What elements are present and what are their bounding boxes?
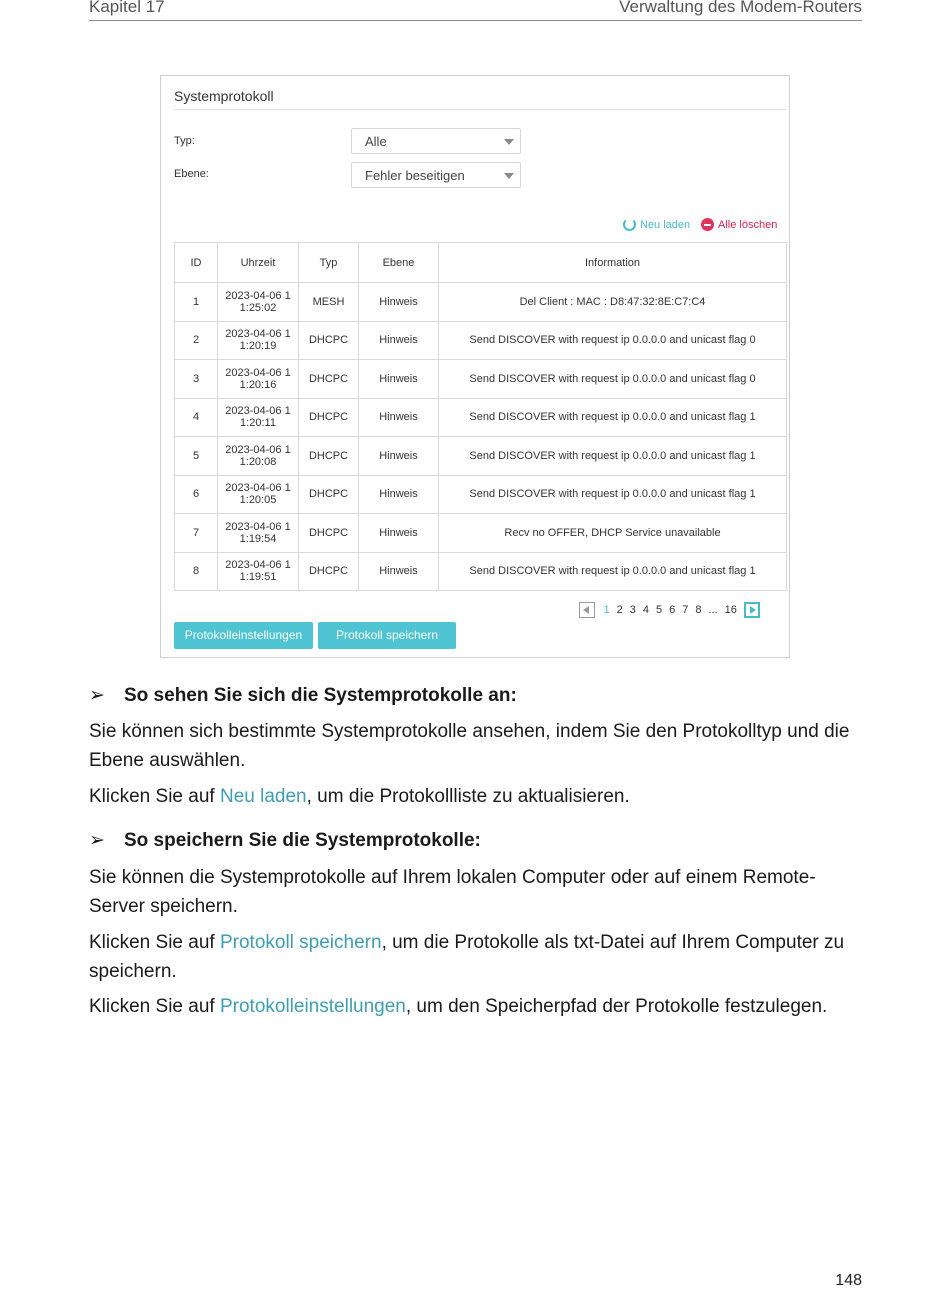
table-row — [175, 475, 787, 514]
clear-all-label: Alle löschen — [718, 219, 778, 231]
cell-level: Hinweis — [359, 552, 439, 591]
heading-save-text: So speichern Sie die Systemprotokolle: — [124, 830, 481, 851]
cell-time: 2023-04-06 1 1:20:16 — [218, 360, 299, 399]
page-link-5[interactable]: 5 — [656, 604, 663, 616]
cell-type: MESH — [299, 283, 359, 322]
save-log-reference: Protokoll speichern — [219, 932, 382, 953]
column-header-id: ID — [175, 243, 218, 283]
section-heading-view — [89, 681, 864, 710]
page-number: 148 — [835, 1272, 862, 1289]
page-link-3[interactable]: 3 — [629, 604, 636, 616]
reload-button[interactable] — [623, 217, 690, 233]
cell-type: DHCPC — [299, 398, 359, 437]
title-divider — [174, 109, 787, 110]
cell-information: Recv no OFFER, DHCP Service unavailable — [439, 514, 787, 553]
cell-id: 6 — [175, 475, 218, 514]
table-row — [175, 552, 787, 591]
level-select-value: Fehler beseitigen — [365, 168, 465, 183]
paragraph-text: , um die Protokolle als txt-Datei auf Ihrem Computer zu speichern. — [89, 932, 845, 982]
cell-type: DHCPC — [299, 360, 359, 399]
cell-id: 5 — [175, 437, 218, 476]
paragraph-text: , um den Speicherpfad der Protokolle festzulegen. — [405, 996, 828, 1017]
section-heading-save — [89, 826, 864, 855]
minus-circle-icon — [701, 218, 714, 231]
page-link-4[interactable]: 4 — [642, 604, 649, 616]
system-log-panel — [160, 75, 790, 658]
cell-time: 2023-04-06 1 1:20:19 — [218, 321, 299, 360]
paragraph-text: Klicken Sie auf — [89, 932, 220, 953]
cell-time: 2023-04-06 1 1:20:05 — [218, 475, 299, 514]
chapter-label: Kapitel 17 — [89, 0, 165, 16]
cell-type: DHCPC — [299, 437, 359, 476]
type-select-value: Alle — [365, 134, 387, 149]
paragraph: Sie können die Systemprotokolle auf Ihrem lokalen Computer oder auf einem Remote-Server speichern. — [89, 867, 816, 917]
column-header-time: Uhrzeit — [218, 243, 299, 283]
bullet-arrow-icon: ➢ — [89, 830, 105, 851]
refresh-icon — [623, 218, 636, 231]
paragraph — [89, 992, 864, 1021]
cell-information: Send DISCOVER with request ip 0.0.0.0 and unicast flag 1 — [439, 398, 787, 437]
cell-time: 2023-04-06 1 1:20:08 — [218, 437, 299, 476]
cell-time: 2023-04-06 1 1:19:51 — [218, 552, 299, 591]
next-page-icon[interactable] — [744, 602, 760, 618]
pagination — [579, 601, 760, 619]
chevron-down-icon — [504, 139, 514, 145]
type-select[interactable] — [351, 128, 521, 154]
cell-level: Hinweis — [359, 321, 439, 360]
cell-level: Hinweis — [359, 475, 439, 514]
section-label: Verwaltung des Modem-Routers — [619, 0, 862, 16]
chevron-down-icon — [504, 173, 514, 179]
page-link-2[interactable]: 2 — [616, 604, 623, 616]
log-settings-button[interactable]: Protokolleinstellungen — [174, 622, 313, 649]
bullet-arrow-icon: ➢ — [89, 685, 105, 706]
page-link-1[interactable]: 1 — [603, 604, 610, 616]
paragraph-text: , um die Protokollliste zu aktualisieren. — [306, 786, 630, 807]
cell-time: 2023-04-06 1 1:25:02 — [218, 283, 299, 322]
column-header-type: Typ — [299, 243, 359, 283]
table-row — [175, 398, 787, 437]
page-link-last[interactable]: 16 — [724, 604, 737, 616]
paragraph-text: Klicken Sie auf — [89, 786, 220, 807]
cell-id: 1 — [175, 283, 218, 322]
cell-id: 8 — [175, 552, 218, 591]
paragraph: Sie können sich bestimmte Systemprotokolle ansehen, indem Sie den Protokolltyp und die Ebene auswählen. — [89, 721, 850, 771]
table-row — [175, 437, 787, 476]
cell-information: Del Client : MAC : D8:47:32:8E:C7:C4 — [439, 283, 787, 322]
cell-type: DHCPC — [299, 321, 359, 360]
log-settings-reference: Protokolleinstellungen — [219, 996, 406, 1017]
cell-level: Hinweis — [359, 437, 439, 476]
page-link-6[interactable]: 6 — [669, 604, 676, 616]
page-header — [89, 0, 862, 21]
cell-time: 2023-04-06 1 1:20:11 — [218, 398, 299, 437]
cell-type: DHCPC — [299, 514, 359, 553]
page-ellipsis: ... — [708, 604, 718, 616]
table-header-row — [175, 243, 787, 283]
cell-information: Send DISCOVER with request ip 0.0.0.0 and unicast flag 1 — [439, 475, 787, 514]
page-link-7[interactable]: 7 — [682, 604, 689, 616]
paragraph — [89, 782, 864, 811]
cell-type: DHCPC — [299, 552, 359, 591]
prev-page-icon[interactable] — [579, 602, 595, 618]
level-select[interactable] — [351, 162, 521, 188]
log-table — [174, 242, 787, 591]
cell-information: Send DISCOVER with request ip 0.0.0.0 and unicast flag 0 — [439, 321, 787, 360]
cell-level: Hinweis — [359, 398, 439, 437]
paragraph-text: Klicken Sie auf — [89, 996, 220, 1017]
level-label: Ebene: — [174, 168, 209, 180]
table-row — [175, 360, 787, 399]
type-label: Typ: — [174, 135, 195, 147]
save-log-button[interactable]: Protokoll speichern — [318, 622, 456, 649]
table-row — [175, 514, 787, 553]
paragraph — [89, 928, 864, 986]
cell-id: 3 — [175, 360, 218, 399]
table-row — [175, 321, 787, 360]
cell-information: Send DISCOVER with request ip 0.0.0.0 and unicast flag 1 — [439, 437, 787, 476]
column-header-information: Information — [439, 243, 787, 283]
cell-type: DHCPC — [299, 475, 359, 514]
reload-label: Neu laden — [640, 219, 691, 231]
cell-information: Send DISCOVER with request ip 0.0.0.0 and unicast flag 0 — [439, 360, 787, 399]
heading-view-text: So sehen Sie sich die Systemprotokolle an: — [124, 685, 517, 706]
page-link-8[interactable]: 8 — [695, 604, 702, 616]
column-header-level: Ebene — [359, 243, 439, 283]
cell-id: 4 — [175, 398, 218, 437]
cell-id: 7 — [175, 514, 218, 553]
clear-all-button[interactable] — [701, 217, 777, 233]
cell-id: 2 — [175, 321, 218, 360]
cell-information: Send DISCOVER with request ip 0.0.0.0 and unicast flag 1 — [439, 552, 787, 591]
cell-time: 2023-04-06 1 1:19:54 — [218, 514, 299, 553]
cell-level: Hinweis — [359, 514, 439, 553]
cell-level: Hinweis — [359, 283, 439, 322]
panel-title: Systemprotokoll — [174, 88, 274, 104]
table-row — [175, 283, 787, 322]
cell-level: Hinweis — [359, 360, 439, 399]
reload-reference: Neu laden — [219, 786, 307, 807]
